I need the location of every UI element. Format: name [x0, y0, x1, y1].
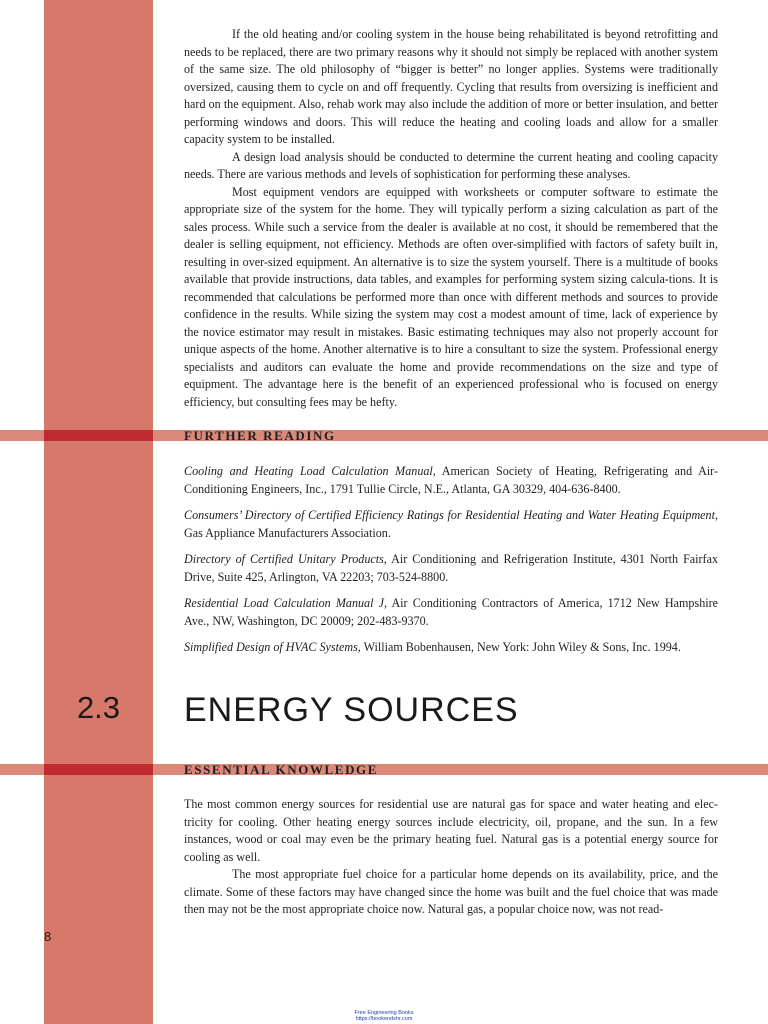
section-rule-accent — [44, 430, 153, 441]
essential-knowledge-text — [184, 796, 718, 919]
reference-item — [184, 551, 718, 586]
reference-title: Directory of Certified Unitary Products — [184, 552, 384, 566]
section-rule-accent — [44, 764, 153, 775]
further-reading-list — [184, 463, 718, 666]
section-number: 2.3 — [76, 690, 121, 725]
section-rule — [0, 430, 768, 441]
reference-details: , Air Conditioning and Refrigeration Institute, 4301 North Fairfax Drive, Suite 425, Arlington, VA 22203; 703-524-8800. — [184, 552, 718, 584]
paragraph: The most common energy sources for residential use are natural gas for space and water heating and elec-tricity for cooling. Other heating energy sources include electricity, oil, propane, and the sun. In a few instances, wood or coal may even be the primary heating fuel. Natural gas is a potential energy source for cooling as well. — [184, 797, 718, 864]
reference-title: Residential Load Calculation Manual J — [184, 596, 384, 610]
section-rule — [0, 764, 768, 775]
reference-item — [184, 463, 718, 498]
further-reading-heading: FURTHER READING — [184, 428, 336, 443]
footer-link[interactable]: https://bookendshr.com — [355, 1016, 413, 1022]
section-title: ENERGY SOURCES — [184, 691, 519, 729]
paragraph: Most equipment vendors are equipped with worksheets or computer software to estimate the appropriate size of the system for the home. They will typically perform a sizing calculation as part of the sales process. While such a service from the dealer is available at no cost, it should be remembered that the dealer is selling equipment, not efficiency. Methods are often over-simplified with factors of safety built in, resulting in over-sized equipment. An alternative is to size the system yourself. There is a multitude of books available that provide instructions, data tables, and examples for performing system sizing calcula-tions. It is recommended that calculations be performed more than once with different methods and sources to provide confidence in the results. While sizing the system may cost a modest amount of time, lack of experience by the novice estimator may result in mistakes. Basic estimating techniques may also not properly account for unique aspects of the home. Another alternative is to hire a consultant to size the system. Professional energy specialists and auditors can evaluate the home and provide recommendations on the size and type of equipment. The advantage here is the benefit of an experienced professional who is focused on energy efficiency, but consulting fees may be hefty. — [184, 184, 718, 409]
reference-item — [184, 507, 718, 542]
reference-details: , William Bobenhausen, New York: John Wiley & Sons, Inc. 1994. — [357, 640, 681, 654]
paragraph: A design load analysis should be conducted to determine the current heating and cooling capacity needs. There are various methods and levels of sophistication for performing these analyses. — [184, 149, 718, 181]
reference-details: , Gas Appliance Manufacturers Association. — [184, 508, 718, 540]
footer-line[interactable]: Free Engineering Books — [354, 1010, 414, 1016]
reference-details: , Air Conditioning Contractors of America, 1712 New Hampshire Ave., NW, Washington, DC 20009; 202-483-9370. — [184, 596, 718, 628]
reference-title: Consumers’ Directory of Certified Efficiency Ratings for Residential Heating and Water Heating Equipment — [184, 508, 715, 522]
essential-knowledge-heading: ESSENTIAL KNOWLEDGE — [184, 762, 379, 777]
page-number: 8 — [44, 929, 52, 944]
reference-title: Simplified Design of HVAC Systems — [184, 640, 358, 654]
intro-text — [184, 26, 718, 411]
paragraph: If the old heating and/or cooling system in the house being rehabilitated is beyond retrofitting and needs to be replaced, there are two primary reasons why it should not simply be replaced with another system of the same size. The old philosophy of “bigger is better” no longer applies. Systems were traditionally oversized, causing them to cycle on and off frequently. Cycling that results from oversizing is inefficient and hard on the equipment. Also, rehab work may also include the addition of more or better insulation, and better performing windows and doors. This will reduce the heating and cooling loads and allow for a smaller capacity system to be installed. — [184, 27, 718, 146]
reference-title: Cooling and Heating Load Calculation Manual — [184, 464, 433, 478]
paragraph: The most appropriate fuel choice for a particular home depends on its availability, price, and the climate. Some of these factors may have changed since the home was built and the fuel choice that was made then may not be the most appropriate choice now. Natural gas, a popular choice now, was not read- — [184, 867, 718, 916]
reference-details: , American Society of Heating, Refrigerating and Air-Conditioning Engineers, Inc., 1791 Tullie Circle, N.E., Atlanta, GA 30329, 404-636-8400. — [184, 464, 718, 496]
reference-item — [184, 595, 718, 630]
reference-item — [184, 639, 718, 657]
footer-credit[interactable] — [0, 1010, 768, 1022]
left-margin-band — [44, 0, 153, 1024]
